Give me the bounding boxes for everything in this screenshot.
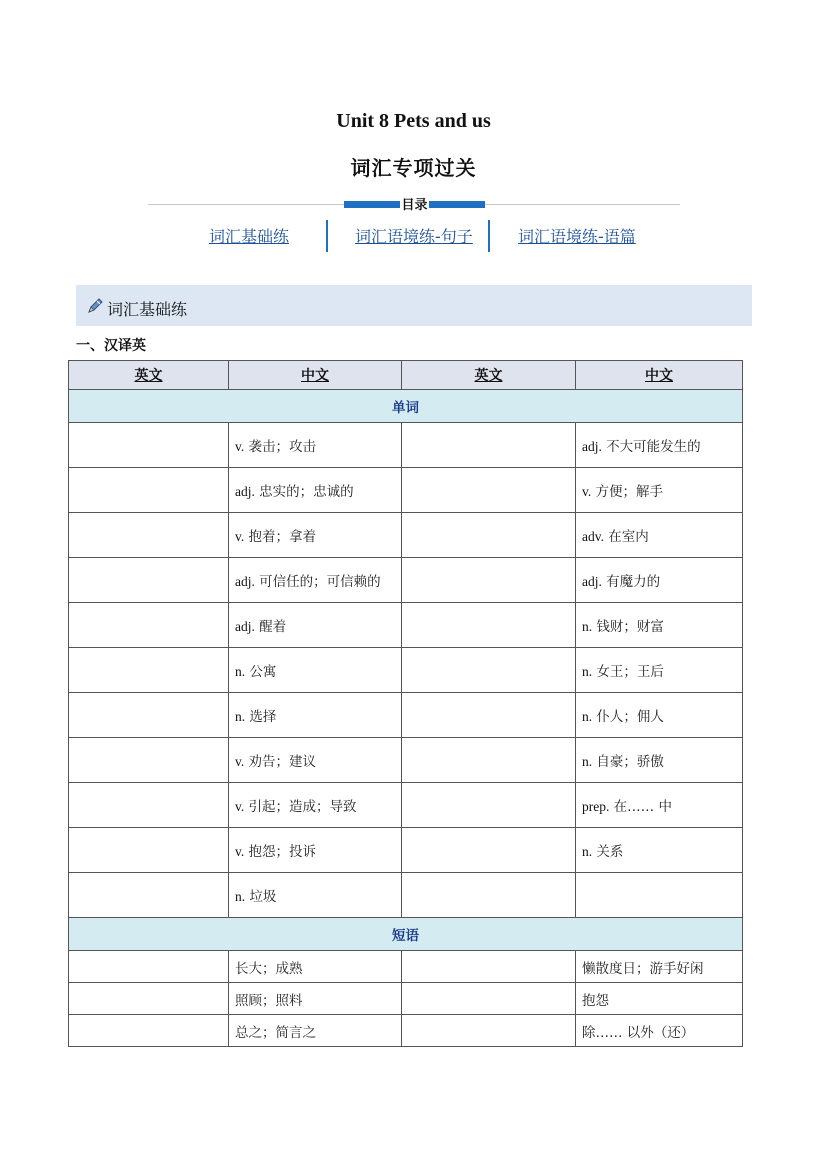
meaning: 钱财；财富 [596,619,664,635]
phrase-meaning: 照顾；照料 [229,983,402,1015]
chinese-cell [229,603,402,648]
table-row [69,468,743,513]
english-answer-cell[interactable] [69,828,229,873]
meaning: 仆人；佣人 [596,709,664,725]
english-answer-cell[interactable] [69,783,229,828]
english-answer-cell[interactable] [69,983,229,1015]
english-answer-cell[interactable] [69,693,229,738]
part-of-speech: n. [582,709,593,724]
pencil-icon [86,297,104,315]
chinese-cell [229,828,402,873]
part-of-speech: v. [235,754,245,769]
meaning: 选择 [249,709,277,725]
header-english: 英文 [69,361,229,390]
english-answer-cell[interactable] [69,423,229,468]
meaning: 有魔力的 [606,574,661,590]
category-label: 单词 [69,390,743,423]
toc-accent-right [429,201,485,208]
meaning: 在…… 中 [613,799,672,815]
phrase-meaning: 总之；简言之 [229,1015,402,1047]
header-chinese: 中文 [576,361,743,390]
english-answer-cell[interactable] [402,423,576,468]
chinese-cell [576,513,743,558]
meaning: 可信任的；可信赖的 [259,574,381,590]
part-of-speech: adj. [235,574,255,589]
part-of-speech: v. [235,799,245,814]
meaning: 引起；造成；导致 [248,799,357,815]
chinese-cell [576,648,743,693]
page-title: Unit 8 Pets and us [336,110,491,132]
table-row [69,951,743,983]
toc-separator [488,220,490,252]
toc-link-passage[interactable]: 词汇语境练-语篇 [518,227,636,246]
english-answer-cell[interactable] [69,1015,229,1047]
category-row-phrases [69,918,743,951]
part-of-speech: v. [235,529,245,544]
chinese-cell [576,828,743,873]
part-of-speech: n. [235,664,246,679]
english-answer-cell[interactable] [69,951,229,983]
part-of-speech: adv. [582,529,604,544]
part-of-speech: n. [235,889,246,904]
meaning: 醒着 [259,619,287,635]
table-row [69,738,743,783]
table-row [69,983,743,1015]
chinese-cell [229,513,402,558]
english-answer-cell[interactable] [402,951,576,983]
part-of-speech: prep. [582,799,610,814]
meaning: 抱着；拿着 [248,529,317,545]
english-answer-cell[interactable] [402,513,576,558]
chinese-cell [576,468,743,513]
english-answer-cell[interactable] [402,738,576,783]
toc-label: 目录 [400,194,429,213]
english-answer-cell[interactable] [402,873,576,918]
chinese-cell [229,693,402,738]
english-answer-cell[interactable] [69,513,229,558]
table-row [69,558,743,603]
table-row [69,828,743,873]
chinese-cell [576,423,743,468]
chinese-cell [229,423,402,468]
table-row [69,873,743,918]
toc-separator [326,220,328,252]
header-chinese: 中文 [229,361,402,390]
section-title: 词汇基础练 [107,300,188,319]
meaning: 忠实的；忠诚的 [259,484,354,500]
category-row-words [69,390,743,423]
part-of-speech: adj. [582,439,602,454]
meaning: 方便；解手 [595,484,664,500]
english-answer-cell[interactable] [402,1015,576,1047]
english-answer-cell[interactable] [69,738,229,783]
english-answer-cell[interactable] [402,783,576,828]
part-title: 一、汉译英 [76,338,146,354]
english-answer-cell[interactable] [69,558,229,603]
table-row [69,783,743,828]
chinese-cell [229,648,402,693]
chinese-cell [576,603,743,648]
english-answer-cell[interactable] [69,873,229,918]
english-answer-cell[interactable] [402,603,576,648]
category-label: 短语 [69,918,743,951]
part-of-speech: v. [582,484,592,499]
meaning: 抱怨；投诉 [248,844,317,860]
table-row [69,1015,743,1047]
toc-link-basic[interactable]: 词汇基础练 [209,227,290,246]
chinese-cell [576,693,743,738]
toc-link-sentence[interactable]: 词汇语境练-句子 [355,227,473,246]
table-row [69,603,743,648]
meaning: 袭击；攻击 [248,439,317,455]
part-of-speech: adj. [582,574,602,589]
part-of-speech: n. [582,664,593,679]
table-row [69,513,743,558]
english-answer-cell[interactable] [402,648,576,693]
meaning: 自豪；骄傲 [596,754,664,770]
english-answer-cell[interactable] [69,648,229,693]
meaning: 在室内 [608,529,649,545]
meaning: 垃圾 [249,889,277,905]
meaning: 关系 [596,844,624,860]
table-header-row [69,361,743,390]
chinese-cell [229,873,402,918]
english-answer-cell[interactable] [402,828,576,873]
phrase-meaning: 懒散度日；游手好闲 [576,951,743,983]
chinese-cell [576,783,743,828]
table-row [69,423,743,468]
part-of-speech: n. [235,709,246,724]
part-of-speech: v. [235,844,245,859]
meaning: 女王；王后 [596,664,664,680]
chinese-cell [576,873,743,918]
part-of-speech: n. [582,844,593,859]
table-row [69,693,743,738]
part-of-speech: adj. [235,619,255,634]
english-answer-cell[interactable] [69,468,229,513]
toc-accent-left [344,201,400,208]
chinese-cell [576,558,743,603]
page-subtitle: 词汇专项过关 [350,156,477,180]
meaning: 公寓 [249,664,277,680]
part-of-speech: v. [235,439,245,454]
english-answer-cell[interactable] [402,468,576,513]
phrase-meaning: 长大；成熟 [229,951,402,983]
phrase-meaning: 抱怨 [576,983,743,1015]
chinese-cell [229,558,402,603]
english-answer-cell[interactable] [402,693,576,738]
part-of-speech: adj. [235,484,255,499]
header-english: 英文 [402,361,576,390]
meaning: 不大可能发生的 [606,439,701,455]
table-row [69,648,743,693]
phrase-meaning: 除…… 以外（还） [576,1015,743,1047]
chinese-cell [576,738,743,783]
english-answer-cell[interactable] [69,603,229,648]
english-answer-cell[interactable] [402,983,576,1015]
chinese-cell [229,738,402,783]
meaning: 劝告；建议 [248,754,317,770]
english-answer-cell[interactable] [402,558,576,603]
part-of-speech: n. [582,619,593,634]
vocab-table [68,360,743,1047]
part-of-speech: n. [582,754,593,769]
chinese-cell [229,783,402,828]
chinese-cell [229,468,402,513]
